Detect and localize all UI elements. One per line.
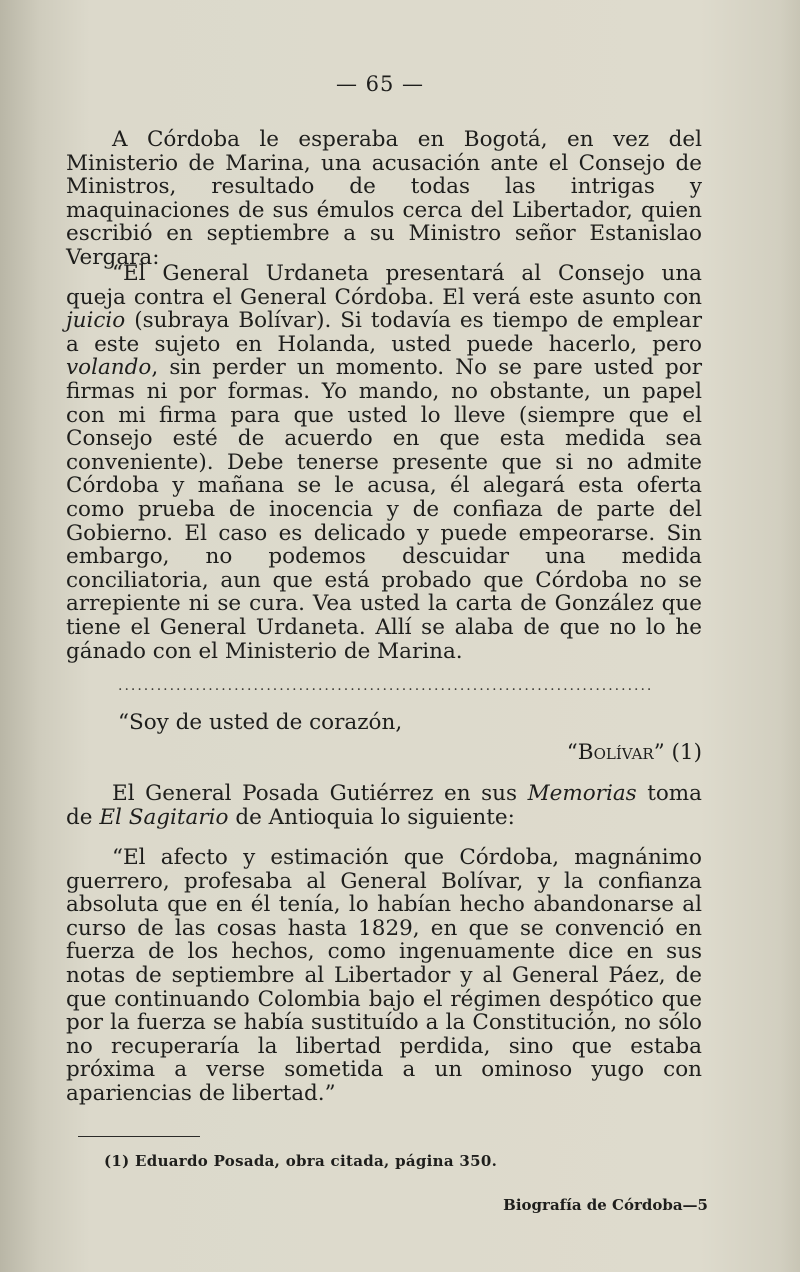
quote-1 <box>66 262 702 663</box>
paragraph-2-part3: de Antioquia lo siguiente: <box>228 804 515 830</box>
paragraph-2-text <box>66 782 702 829</box>
paragraph-2-part2: toma de <box>66 781 703 830</box>
signature-name: “Bolívar” <box>566 740 665 765</box>
quote-1-emphasis-juicio: juicio <box>66 308 126 334</box>
ellipsis-line: ................................................................................... <box>118 678 654 694</box>
quote-2-text: “El afecto y estimación que Córdoba, magnánimo guerrero, profesaba al General Bolívar, y la confianza absoluta que en él tenía, lo habían hecho abandonarse al curso de las cosas hasta 1829, en que se convenció en fuerza de los hechos, como ingenuamente dice en sus notas de septiembre al Libertador y al General Páez, de que continuando Colombia bajo el régimen despótico que por la fuerza se había sustituído a la Constitución, no sólo no recuperaría la libertad perdida, sino que estaba próxima a verse sometida a un ominoso yugo con apariencias de libertad.” <box>66 845 702 1106</box>
footnote-reference: (1) <box>664 740 702 765</box>
quote-2 <box>66 846 702 1106</box>
letter-closing: “Soy de usted de corazón, <box>118 710 403 735</box>
paragraph-2 <box>66 782 702 829</box>
paragraph-2-part1: El General Posada Gutiérrez en sus <box>112 781 528 806</box>
quote-1-emphasis-volando: volando <box>66 355 152 381</box>
paragraph-1-text: A Córdoba le esperaba en Bogotá, en vez del Ministerio de Marina, una acusación ante el Consejo de Ministros, resultado de todas las intrigas y maquinaciones de sus émulos cerca del Libertador, quien escribió en septiembre a su Ministro señor Estanislao Vergara: <box>66 127 702 270</box>
footnote-rule <box>78 1136 200 1137</box>
quote-1-text <box>66 262 702 663</box>
page-number: — 65 — <box>335 72 425 96</box>
quote-1-part1: “El General Urdaneta presentará al Consejo una queja contra el General Córdoba. El verá este asunto con <box>66 261 702 310</box>
quote-1-part3: , sin perder un momento. No se pare usted por firmas ni por formas. Yo mando, no obstante, un papel con mi firma para que usted lo lleve (siempre que el Consejo esté de acuerdo en que esta medida sea conveniente). Debe tenerse presente que si no admite Córdoba y mañana se le acusa, él alegará esta oferta como prueba de inocencia y de confiaza de parte del Gobierno. El caso es delicado y puede empeorarse. Sin embargo, no podemos descuidar una medida conciliatoria, aun que está probado que Córdoba no se arrepiente ni se cura. Vea usted la carta de González que tiene el General Urdaneta. Allí se alaba de que no lo he gánado con el Ministerio de Marina. <box>66 355 702 664</box>
title-el-sagitario: El Sagitario <box>99 804 229 830</box>
quote-1-part2: (subraya Bolívar). Si todavía es tiempo de emplear a este sujeto en Holanda, usted puede hacerlo, pero <box>66 308 702 357</box>
title-memorias: Memorias <box>527 781 637 806</box>
footnote: (1) Eduardo Posada, obra citada, página 350. <box>104 1152 498 1170</box>
paragraph-1 <box>66 128 702 270</box>
running-footer: Biografía de Córdoba—5 <box>503 1196 708 1214</box>
letter-signature <box>567 740 702 765</box>
